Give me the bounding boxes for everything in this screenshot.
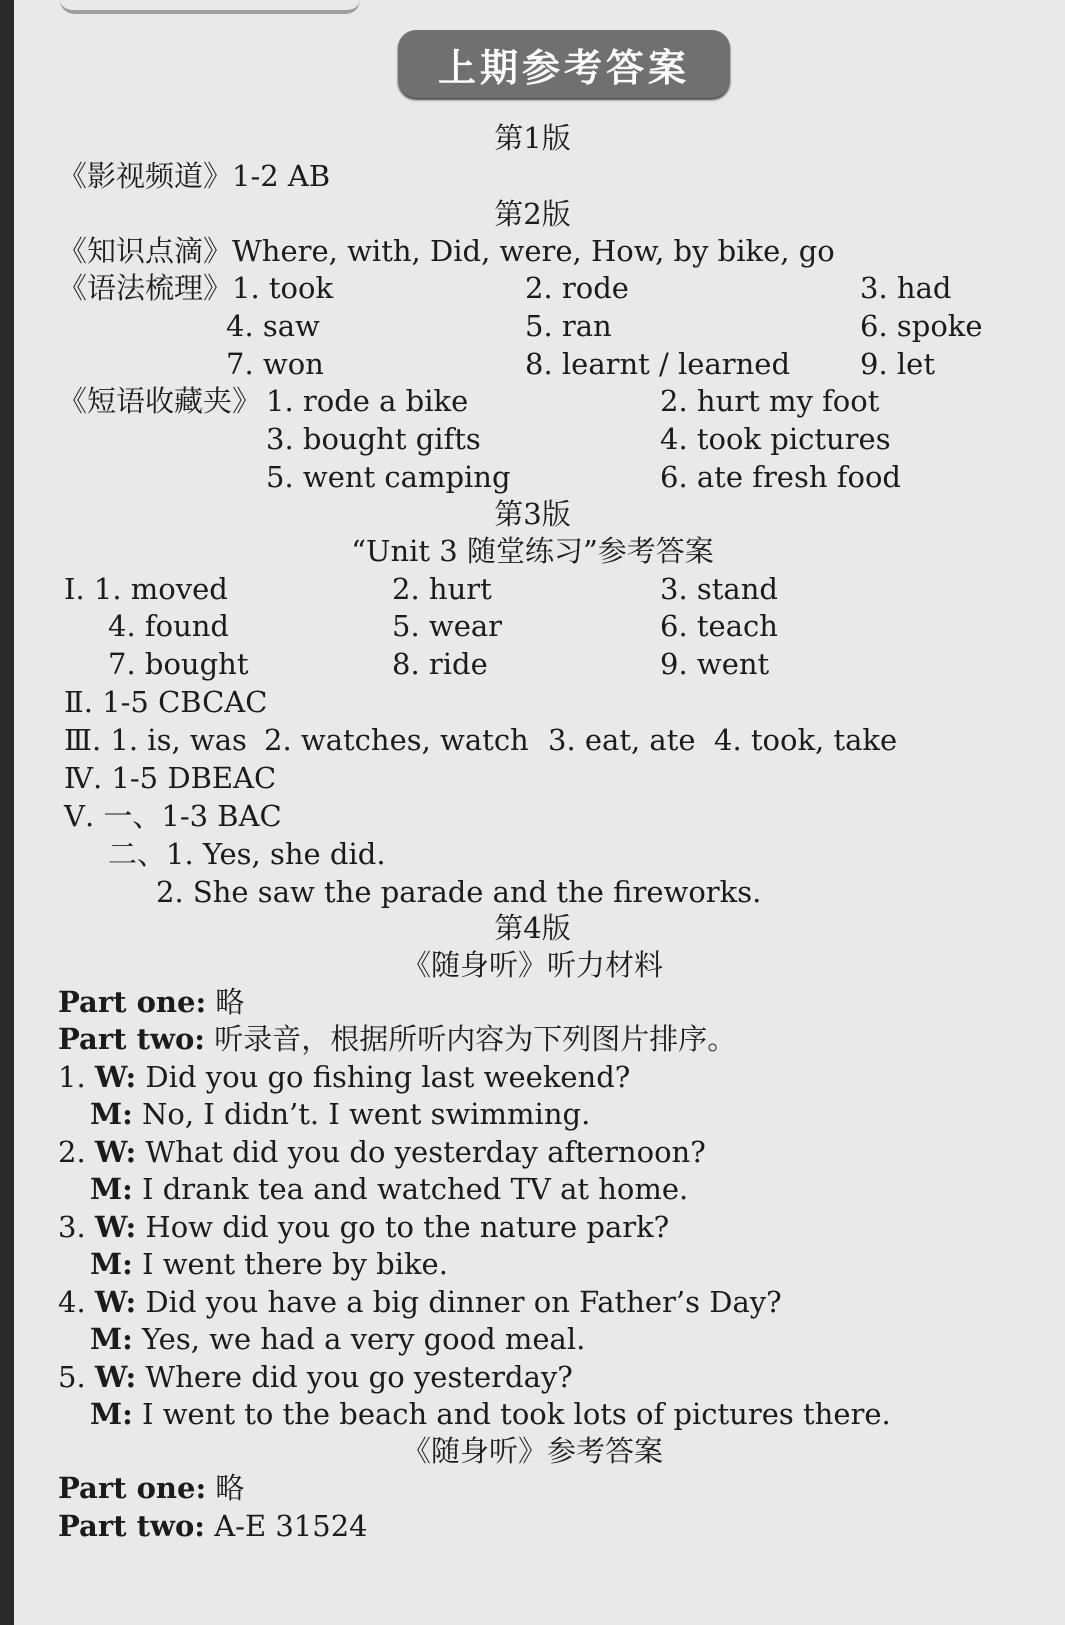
- dialog-text: No, I didn’t. I went swimming.: [142, 1097, 591, 1131]
- dialog-number: 3.: [58, 1210, 86, 1244]
- answer-item: 7. won: [226, 347, 324, 381]
- section-subheading: 《随身听》听力材料: [401, 948, 663, 982]
- answer-item: 3. stand: [660, 572, 778, 606]
- answer-item: 2. rode: [525, 271, 629, 305]
- speaker-label: M:: [90, 1097, 133, 1131]
- dialog-number: 2.: [58, 1135, 86, 1169]
- answer-item: 4. took, take: [714, 723, 898, 757]
- top-decoration: [60, 0, 360, 14]
- part-two-line: [58, 1022, 737, 1056]
- page-spine: [0, 0, 14, 1625]
- answer-item: 6. spoke: [860, 309, 983, 343]
- dialog-w-line: [58, 1060, 631, 1094]
- answer-item: 4. took pictures: [660, 422, 891, 456]
- dialog-text: Did you go fishing last weekend?: [145, 1060, 631, 1094]
- section-heading-p1: 第1版: [494, 121, 571, 155]
- section-subheading: “Unit 3 随堂练习”参考答案: [351, 534, 714, 568]
- dialog-number: 5.: [58, 1360, 86, 1394]
- speaker-label: W:: [94, 1360, 137, 1394]
- speaker-label: M:: [90, 1247, 133, 1281]
- answer-item: 8. learnt / learned: [525, 347, 791, 381]
- part-two-answer: [58, 1509, 368, 1543]
- dialog-w-line: [58, 1210, 670, 1244]
- answer-item: 8. ride: [392, 647, 488, 681]
- part-label: Part two:: [58, 1509, 205, 1543]
- dialog-text: I drank tea and watched TV at home.: [142, 1172, 689, 1206]
- part-one-answer: [58, 1471, 245, 1505]
- answer-item: 2. hurt: [392, 572, 492, 606]
- section-heading-p3: 第3版: [494, 497, 571, 531]
- part-text: 略: [215, 1471, 245, 1505]
- answer-item: 2. hurt my foot: [660, 384, 880, 418]
- part-label: Part two:: [58, 1022, 205, 1056]
- section-heading-p4: 第4版: [494, 911, 571, 945]
- answer-item: 7. bought: [108, 647, 249, 681]
- answer-line: 二、1. Yes, she did.: [108, 837, 386, 871]
- answer-line: Ⅳ. 1-5 DBEAC: [64, 761, 277, 795]
- dialog-text: Did you have a big dinner on Father’s Day?: [145, 1285, 782, 1319]
- speaker-label: W:: [94, 1285, 137, 1319]
- dialog-text: What did you do yesterday afternoon?: [145, 1135, 706, 1169]
- page-title-banner: [398, 30, 730, 98]
- section-heading-p2: 第2版: [494, 197, 571, 231]
- section-subheading: 《随身听》参考答案: [401, 1434, 663, 1468]
- dialog-number: 1.: [58, 1060, 86, 1094]
- answer-item: 4. saw: [226, 309, 320, 343]
- answer-item: 5. ran: [525, 309, 612, 343]
- speaker-label: W:: [94, 1060, 137, 1094]
- answer-item: 6. teach: [660, 609, 778, 643]
- answer-item: 9. let: [860, 347, 935, 381]
- dialog-text: Where did you go yesterday?: [145, 1360, 573, 1394]
- answer-item: 5. went camping: [266, 460, 511, 494]
- dialog-text: I went to the beach and took lots of pictures there.: [142, 1397, 891, 1431]
- answer-item: 3. had: [860, 271, 952, 305]
- page-title: 上期参考答案: [437, 45, 690, 90]
- dialog-number: 4.: [58, 1285, 86, 1319]
- dialog-w-line: [58, 1135, 706, 1169]
- part-label: Part one:: [58, 1471, 207, 1505]
- speaker-label: W:: [94, 1135, 137, 1169]
- answer-item: 2. watches, watch: [264, 723, 529, 757]
- answer-line: 2. She saw the parade and the fireworks.: [156, 875, 762, 909]
- answer-line: 《语法梳理》1. took: [58, 271, 334, 305]
- dialog-text: Yes, we had a very good meal.: [142, 1322, 586, 1356]
- dialog-text: How did you go to the nature park?: [145, 1210, 670, 1244]
- dialog-w-line: [58, 1285, 782, 1319]
- answer-line: Ⅱ. 1-5 CBCAC: [64, 685, 268, 719]
- answer-item: 4. found: [108, 609, 229, 643]
- speaker-label: M:: [90, 1397, 133, 1431]
- answer-item: 6. ate fresh food: [660, 460, 901, 494]
- answer-item: Ⅰ. 1. moved: [64, 572, 228, 606]
- part-label: Part one:: [58, 985, 207, 1019]
- answer-label: 《短语收藏夹》: [58, 384, 262, 418]
- part-one-line: [58, 985, 245, 1019]
- answer-item: 1. rode a bike: [266, 384, 469, 418]
- dialog-w-line: [58, 1360, 573, 1394]
- answer-line: Ⅴ. 一、1-3 BAC: [64, 799, 282, 833]
- dialog-m-line: [90, 1097, 591, 1131]
- answer-item: 5. wear: [392, 609, 503, 643]
- answer-item: Ⅲ. 1. is, was: [64, 723, 247, 757]
- answer-line: 《知识点滴》Where, with, Did, were, How, by bike, go: [58, 234, 835, 268]
- answer-item: 9. went: [660, 647, 770, 681]
- part-text: A-E 31524: [214, 1509, 368, 1543]
- dialog-m-line: [90, 1397, 891, 1431]
- answer-line: 《影视频道》1-2 AB: [58, 159, 331, 193]
- dialog-m-line: [90, 1322, 586, 1356]
- part-text: 听录音，根据所听内容为下列图片排序。: [214, 1022, 737, 1056]
- speaker-label: M:: [90, 1172, 133, 1206]
- answer-item: 3. eat, ate: [548, 723, 696, 757]
- answer-item: 3. bought gifts: [266, 422, 481, 456]
- speaker-label: M:: [90, 1322, 133, 1356]
- speaker-label: W:: [94, 1210, 137, 1244]
- dialog-m-line: [90, 1247, 448, 1281]
- dialog-m-line: [90, 1172, 689, 1206]
- part-text: 略: [215, 985, 245, 1019]
- dialog-text: I went there by bike.: [142, 1247, 448, 1281]
